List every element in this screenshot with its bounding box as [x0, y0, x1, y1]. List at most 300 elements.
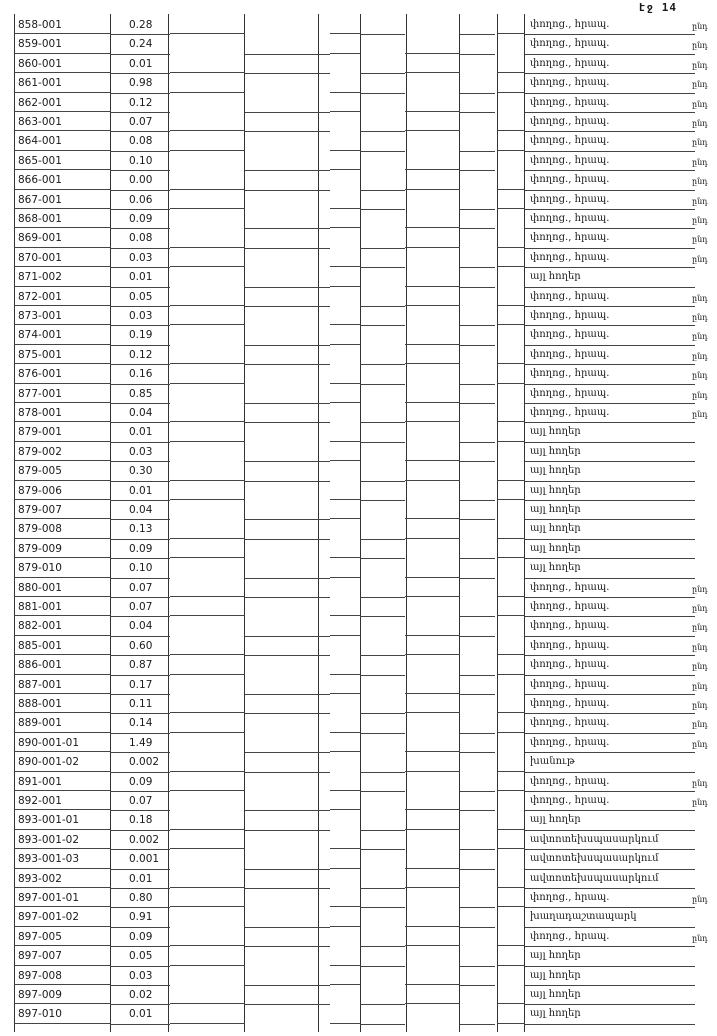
ownership-mark: ընդ	[692, 177, 708, 187]
row-rule	[405, 654, 460, 655]
ownership-mark: ընդ	[692, 778, 708, 788]
row-rule	[460, 1024, 495, 1025]
ownership-mark: ընդ	[692, 701, 708, 710]
row-rule	[170, 421, 245, 422]
row-rule	[497, 615, 525, 616]
parcel-code: 871-002	[18, 271, 62, 284]
row-rule	[14, 499, 110, 500]
area-value: 0.14	[129, 717, 153, 730]
table-row	[0, 229, 717, 248]
row-rule	[170, 829, 245, 830]
table-row	[0, 831, 717, 850]
row-rule	[405, 169, 460, 170]
ownership-mark: ընդ	[692, 119, 708, 128]
land-category: այլ հողեր	[530, 465, 581, 477]
land-category: փողոց., հրապ.	[530, 310, 610, 321]
parcel-code: 893-001-03	[18, 853, 80, 866]
area-value: 0.01	[129, 57, 153, 70]
row-rule	[497, 72, 525, 73]
row-rule	[170, 848, 245, 849]
land-category: այլ հողեր	[530, 950, 581, 962]
table-row	[0, 35, 717, 54]
row-rule	[497, 150, 525, 151]
land-category: ավտոտեխսպասարկում	[530, 833, 659, 845]
area-value: 0.24	[129, 38, 153, 51]
table-row	[0, 307, 717, 326]
area-value: 0.09	[129, 542, 153, 555]
parcel-code: 886-001	[18, 659, 62, 672]
table-row	[0, 656, 717, 675]
row-rule	[497, 480, 525, 481]
parcel-code: 879-001	[18, 426, 62, 439]
ownership-mark: ընդ	[692, 313, 708, 322]
ownership-mark: ընդ	[692, 933, 708, 943]
row-rule	[14, 72, 110, 73]
row-rule	[14, 945, 110, 946]
ownership-mark: ընդ	[692, 739, 708, 749]
area-value: 0.87	[129, 659, 153, 672]
land-category: այլ հողեր	[530, 271, 581, 283]
row-rule	[170, 383, 245, 384]
table-row	[0, 16, 717, 35]
parcel-code: 897-001-01	[18, 892, 80, 904]
parcel-code: 893-002	[18, 872, 62, 885]
row-rule	[170, 790, 245, 791]
land-category: փողոց., հրապ.	[530, 717, 610, 729]
row-rule	[14, 518, 110, 519]
row-rule	[330, 324, 360, 325]
parcel-code: 865-001	[18, 154, 62, 167]
land-category: փողոց., հրապ.	[530, 329, 610, 341]
row-rule	[14, 809, 110, 810]
row-rule	[170, 33, 245, 34]
row-rule	[14, 53, 110, 54]
row-rule	[14, 732, 110, 733]
row-rule	[497, 363, 525, 364]
row-rule	[14, 33, 110, 34]
row-rule	[14, 266, 110, 267]
row-rule	[330, 790, 360, 791]
land-category: խաղադաշտապարկ	[530, 911, 637, 923]
row-rule	[170, 906, 245, 907]
land-category: այլ հողեր	[530, 969, 581, 981]
table-row	[0, 385, 717, 404]
table-row	[0, 249, 717, 268]
table-row	[0, 986, 717, 1005]
land-category: այլ հողեր	[530, 504, 581, 515]
row-rule	[497, 130, 525, 131]
parcel-code: 862-001	[18, 96, 62, 109]
parcel-code: 875-001	[18, 348, 62, 361]
row-rule	[405, 868, 460, 869]
parcel-code: 885-001	[18, 639, 62, 652]
row-rule	[14, 693, 110, 694]
ownership-mark: ընդ	[692, 99, 708, 109]
row-rule	[14, 189, 110, 190]
ownership-mark: ընդ	[692, 22, 708, 31]
row-rule	[170, 92, 245, 93]
row-rule	[497, 266, 525, 267]
land-category: փողոց., հրապ.	[530, 251, 610, 263]
parcel-code: 897-007	[18, 950, 62, 963]
area-value: 0.10	[129, 154, 153, 167]
area-value: 0.07	[129, 581, 153, 594]
parcel-code: 879-002	[18, 445, 62, 458]
row-rule	[170, 1023, 245, 1024]
row-rule	[405, 926, 460, 927]
area-value: 0.04	[129, 504, 153, 516]
table-row	[0, 540, 717, 559]
row-rule	[405, 189, 460, 190]
row-rule	[14, 1023, 110, 1024]
land-category: փողոց., հրապ.	[530, 135, 610, 147]
ownership-mark: ընդ	[692, 254, 708, 264]
table-row	[0, 773, 717, 792]
row-rule	[14, 965, 110, 966]
table-row	[0, 443, 717, 462]
ownership-mark: ընդ	[692, 623, 708, 633]
table-row	[0, 850, 717, 869]
area-value: 0.01	[129, 426, 153, 439]
table-row	[0, 792, 717, 811]
row-rule	[330, 499, 360, 500]
land-category: խանութ	[530, 756, 575, 768]
area-value: 0.03	[129, 251, 153, 264]
row-rule	[170, 130, 245, 131]
row-rule	[405, 887, 460, 888]
parcel-code: 877-001	[18, 387, 62, 400]
parcel-code: 880-001	[18, 581, 62, 594]
parcel-code: 888-001	[18, 698, 62, 710]
row-rule	[14, 208, 110, 209]
row-rule	[14, 674, 110, 675]
area-value: 0.60	[129, 639, 153, 652]
parcel-code: 879-008	[18, 523, 62, 536]
row-rule	[14, 577, 110, 578]
area-value: 0.00	[129, 174, 153, 187]
table-row	[0, 520, 717, 539]
table-row	[0, 579, 717, 598]
row-rule	[14, 751, 110, 752]
row-rule	[497, 557, 525, 558]
ownership-mark: ընդ	[692, 371, 708, 381]
land-category: փողոց., հրապ.	[530, 348, 610, 360]
row-rule	[330, 557, 360, 558]
table-row	[0, 94, 717, 113]
ownership-mark: ընդ	[692, 138, 708, 148]
parcel-code: 863-001	[18, 116, 62, 128]
land-category: այլ հողեր	[530, 1008, 581, 1020]
table-row	[0, 268, 717, 287]
row-rule	[170, 363, 245, 364]
land-category: ավտոտեխսպասարկում	[530, 872, 659, 884]
table-row	[0, 559, 717, 578]
area-value: 0.08	[129, 232, 153, 245]
row-rule	[170, 538, 245, 539]
row-rule	[497, 712, 525, 713]
row-rule	[14, 111, 110, 112]
row-rule	[497, 790, 525, 791]
land-category: փողոց., հրապ.	[530, 19, 610, 30]
parcel-code: 897-005	[18, 930, 62, 943]
row-rule	[14, 771, 110, 772]
row-rule	[330, 693, 360, 694]
row-rule	[405, 111, 460, 112]
table-row	[0, 365, 717, 384]
row-rule	[405, 809, 460, 810]
parcel-code: 897-008	[18, 969, 62, 982]
area-value: 0.12	[129, 348, 153, 361]
ownership-mark: ընդ	[692, 332, 708, 342]
area-value: 0.01	[129, 484, 153, 497]
parcel-code: 891-001	[18, 775, 62, 788]
row-rule	[170, 72, 245, 73]
parcel-code: 879-005	[18, 465, 62, 478]
row-rule	[497, 305, 525, 306]
table-row	[0, 404, 717, 423]
land-category: փողոց., հրապ.	[530, 290, 610, 302]
row-rule	[405, 635, 460, 636]
ownership-mark: ընդ	[692, 720, 708, 730]
area-value: 0.04	[129, 407, 153, 419]
row-rule	[330, 984, 360, 985]
row-rule	[405, 72, 460, 73]
row-rule	[14, 829, 110, 830]
row-rule	[497, 421, 525, 422]
row-rule	[170, 945, 245, 946]
land-category: ավտոտեխսպասարկում	[530, 853, 659, 865]
row-rule	[170, 712, 245, 713]
table-row	[0, 113, 717, 132]
table-row	[0, 967, 717, 986]
parcel-code: 858-001	[18, 19, 62, 31]
row-rule	[14, 596, 110, 597]
row-rule	[14, 790, 110, 791]
row-rule	[14, 421, 110, 422]
row-rule	[497, 1003, 525, 1004]
parcel-code: 878-001	[18, 407, 62, 419]
row-rule	[330, 615, 360, 616]
land-category: այլ հողեր	[530, 989, 581, 1000]
row-rule	[170, 266, 245, 267]
row-rule	[14, 635, 110, 636]
row-rule	[330, 150, 360, 151]
row-rule	[330, 227, 360, 228]
row-rule	[497, 92, 525, 93]
parcel-code: 860-001	[18, 57, 62, 70]
row-rule	[497, 499, 525, 500]
table-row	[0, 210, 717, 229]
table-row	[0, 191, 717, 210]
table-row	[0, 55, 717, 74]
table-row	[0, 734, 717, 753]
table-row	[0, 326, 717, 345]
parcel-code: 879-010	[18, 562, 62, 575]
row-rule	[170, 1003, 245, 1004]
row-rule	[14, 654, 110, 655]
row-rule	[405, 984, 460, 985]
row-rule	[330, 208, 360, 209]
land-category: փողոց., հրապ.	[530, 174, 610, 186]
row-rule	[110, 1024, 170, 1025]
row-rule	[170, 499, 245, 500]
row-rule	[14, 887, 110, 888]
area-value: 0.30	[129, 465, 153, 478]
row-rule	[14, 363, 110, 364]
row-rule	[170, 654, 245, 655]
land-category: փողոց., հրապ.	[530, 407, 610, 418]
land-category: փողոց., հրապ.	[530, 620, 610, 632]
row-rule	[330, 53, 360, 54]
row-rule	[330, 460, 360, 461]
row-rule	[405, 286, 460, 287]
row-rule	[330, 965, 360, 966]
land-category: փողոց., հրապ.	[530, 795, 610, 806]
table-row	[0, 1005, 717, 1024]
ownership-mark: ընդ	[692, 235, 708, 245]
row-rule	[497, 596, 525, 597]
ownership-mark: ընդ	[692, 60, 708, 70]
ownership-mark: ընդ	[692, 662, 708, 672]
row-rule	[14, 480, 110, 481]
parcel-code: 889-001	[18, 717, 62, 730]
parcel-code: 893-001-01	[18, 814, 80, 827]
parcel-code: 890-001-01	[18, 736, 80, 749]
row-rule	[405, 421, 460, 422]
parcel-code: 869-001	[18, 232, 62, 245]
parcel-code: 870-001	[18, 251, 62, 264]
row-rule	[497, 848, 525, 849]
land-category: այլ հողեր	[530, 814, 581, 826]
area-value: 0.11	[129, 698, 153, 710]
area-value: 1.49	[129, 736, 153, 749]
row-rule	[405, 945, 460, 946]
row-rule	[330, 674, 360, 675]
table-row	[0, 676, 717, 695]
row-rule	[330, 286, 360, 287]
table-row	[0, 501, 717, 520]
area-value: 0.98	[129, 77, 153, 90]
area-value: 0.03	[129, 969, 153, 982]
row-rule	[330, 383, 360, 384]
area-value: 0.18	[129, 814, 153, 827]
row-rule	[14, 169, 110, 170]
row-rule	[170, 887, 245, 888]
table-row	[0, 753, 717, 772]
row-rule	[330, 906, 360, 907]
row-rule	[170, 441, 245, 442]
land-category: փողոց., հրապ.	[530, 38, 610, 50]
row-rule	[405, 596, 460, 597]
row-rule	[170, 150, 245, 151]
row-rule	[170, 247, 245, 248]
parcel-code: 868-001	[18, 213, 62, 225]
table-row	[0, 870, 717, 889]
row-rule	[14, 402, 110, 403]
row-rule	[497, 906, 525, 907]
area-value: 0.05	[129, 290, 153, 303]
row-rule	[330, 926, 360, 927]
row-rule	[14, 383, 110, 384]
row-rule	[497, 654, 525, 655]
row-rule	[330, 33, 360, 34]
area-value: 0.28	[129, 19, 153, 31]
row-rule	[497, 829, 525, 830]
page-number: էջ 14	[638, 1, 677, 14]
table-row	[0, 714, 717, 733]
ownership-mark: ընդ	[692, 196, 708, 206]
row-rule	[330, 402, 360, 403]
land-category: այլ հողեր	[530, 426, 581, 438]
table-row	[0, 637, 717, 656]
row-rule	[405, 693, 460, 694]
row-rule	[170, 615, 245, 616]
area-value: 0.002	[129, 833, 160, 846]
row-rule	[497, 441, 525, 442]
row-rule	[170, 674, 245, 675]
row-rule	[330, 441, 360, 442]
row-rule	[14, 984, 110, 985]
table-row	[0, 132, 717, 151]
row-rule	[170, 324, 245, 325]
row-rule	[14, 906, 110, 907]
row-rule	[14, 130, 110, 131]
row-rule	[170, 732, 245, 733]
row-rule	[405, 829, 460, 830]
row-rule	[14, 344, 110, 345]
land-category: այլ հողեր	[530, 445, 581, 457]
row-rule	[330, 868, 360, 869]
area-value: 0.03	[129, 310, 153, 322]
row-rule	[405, 130, 460, 131]
ownership-mark: ընդ	[692, 80, 708, 90]
land-category: այլ հողեր	[530, 523, 581, 535]
row-rule	[497, 771, 525, 772]
row-rule	[497, 189, 525, 190]
area-value: 0.06	[129, 193, 153, 206]
land-category: փողոց., հրապ.	[530, 698, 610, 709]
parcel-code: 859-001	[18, 38, 62, 51]
row-rule	[525, 1024, 695, 1025]
row-rule	[497, 1023, 525, 1024]
land-category: այլ հողեր	[530, 562, 581, 574]
row-rule	[170, 480, 245, 481]
area-value: 0.19	[129, 329, 153, 342]
row-rule	[405, 480, 460, 481]
row-rule	[405, 1003, 460, 1004]
area-value: 0.13	[129, 523, 153, 536]
area-value: 0.001	[129, 853, 160, 866]
parcel-code: 892-001	[18, 795, 62, 807]
row-rule	[330, 809, 360, 810]
table-row	[0, 617, 717, 636]
land-category: փողոց., հրապ.	[530, 193, 610, 205]
row-rule	[497, 383, 525, 384]
table-row	[0, 288, 717, 307]
row-rule	[405, 247, 460, 248]
row-rule	[170, 771, 245, 772]
row-rule	[360, 1024, 405, 1025]
row-rule	[405, 577, 460, 578]
area-value: 0.91	[129, 911, 153, 924]
parcel-code: 897-001-02	[18, 911, 80, 924]
row-rule	[405, 402, 460, 403]
area-value: 0.16	[129, 368, 153, 381]
land-category: փողոց., հրապ.	[530, 368, 610, 380]
table-row	[0, 346, 717, 365]
parcel-code: 876-001	[18, 368, 62, 381]
row-rule	[14, 712, 110, 713]
